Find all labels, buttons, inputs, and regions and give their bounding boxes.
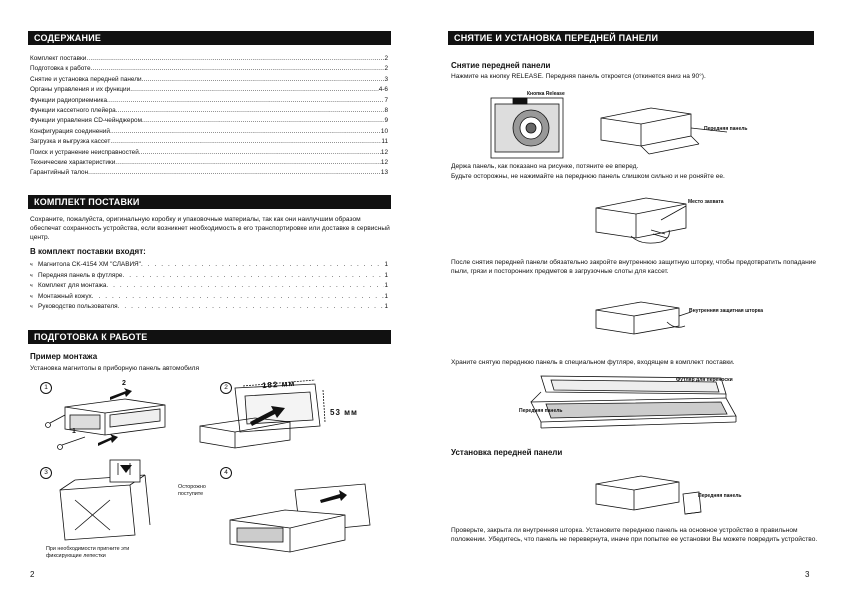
toc-page: 12 — [380, 148, 388, 156]
toc-page: 10 — [380, 127, 388, 135]
kit-item-leader — [122, 271, 384, 282]
toc-page: 11 — [381, 138, 388, 146]
kit-item-qty: 1 — [384, 303, 388, 311]
shutter-illustration — [591, 296, 701, 341]
toc-row[interactable] — [30, 64, 388, 74]
page-number-right: 3 — [805, 570, 810, 579]
remove-text: Нажмите на кнопку RELEASE. Передняя панель откроется (откинется вниз на 90°). — [451, 73, 706, 80]
kit-subtitle: В комплект поставки входят: — [30, 247, 146, 256]
kit-item — [30, 260, 388, 271]
label-front-panel: Передняя панель — [704, 126, 748, 132]
label-shutter: Внутренняя защитная шторка — [689, 308, 764, 314]
kit-item-leader — [92, 292, 385, 303]
kit-header: КОМПЛЕКТ ПОСТАВКИ — [28, 195, 391, 209]
toc-row[interactable] — [30, 137, 388, 147]
remove-title: Снятие передней панели — [451, 61, 551, 70]
toc-row[interactable] — [30, 75, 388, 85]
toc-row[interactable] — [30, 127, 388, 137]
toc-row[interactable] — [30, 96, 388, 106]
toc-title: Конфигурация соединений — [30, 127, 110, 135]
right-page — [421, 0, 842, 595]
dimension-height: 53 мм — [330, 408, 358, 417]
bullet-icon: ч — [30, 293, 33, 300]
toc-page: 2 — [384, 65, 388, 73]
label-release-button: Кнопка Release — [527, 91, 565, 97]
step-2-marker: 2 — [220, 382, 232, 394]
step-4-marker: 4 — [220, 467, 232, 479]
bullet-icon: ч — [30, 283, 33, 290]
kit-item-qty: 1 — [384, 261, 388, 268]
toc-row[interactable] — [30, 106, 388, 116]
dimension-width: 182 мм — [261, 378, 296, 391]
kit-text: Сохраните, пожалуйста, оригинальную коробку и упаковочные материалы, так как они наилучшим образом обеспечат сохранность устройства, если возникнет необходимость в его транспортировке или доставке в сервисный центр. — [30, 216, 390, 241]
toc-row[interactable] — [30, 158, 388, 168]
store-text: Храните снятую переднюю панель в специальном футляре, входящем в комплект поставки. — [451, 359, 735, 366]
toc-leader — [107, 96, 384, 106]
kit-item — [30, 302, 388, 313]
kit-item-name: Передняя панель в футляре — [38, 271, 123, 279]
mount-step-4-illustration — [225, 470, 385, 560]
toc-leader — [91, 64, 385, 74]
kit-item-qty: 1 — [384, 282, 388, 290]
toc-leader — [142, 75, 385, 85]
bullet-icon: ч — [30, 272, 33, 279]
toc-row[interactable] — [30, 116, 388, 126]
page-number-left: 2 — [30, 570, 35, 579]
step-1-arrow-label-2: 2 — [122, 380, 126, 387]
toc-page: 12 — [380, 158, 388, 166]
toc-row[interactable] — [30, 168, 388, 178]
shutter-text: После снятия передней панели обязательно закройте внутреннюю защитную шторку, чтобы предотвратить попадание пыли, грязи и посторонних предметов в загрузочные слоты для кассет. — [451, 259, 817, 275]
bullet-icon: ч — [30, 304, 33, 311]
kit-item-name: Монтажный кожух — [38, 292, 92, 300]
toc-title: Комплект поставки — [30, 55, 87, 62]
mount-step-2-illustration — [195, 378, 385, 458]
kit-item-name: Руководство пользователя — [38, 303, 118, 311]
toc-row[interactable] — [30, 85, 388, 95]
mount-step-3-illustration — [40, 455, 170, 545]
install-title: Установка передней панели — [451, 448, 563, 457]
kit-item-name: Комплект для монтажа — [38, 282, 107, 290]
careful-note: Осторожно поступите — [178, 484, 206, 497]
toc-title: Органы управления и их функции — [30, 86, 131, 94]
toc-leader — [88, 168, 381, 178]
prep-header: ПОДГОТОВКА К РАБОТЕ — [28, 330, 391, 344]
careful-text: Будьте осторожны, не нажимайте на переднюю панель слишком сильно и не роняйте ее. — [451, 173, 725, 180]
step-1-arrow-label-1: 1 — [72, 428, 76, 435]
step-1-marker: 1 — [40, 382, 52, 394]
mount-step-1-illustration — [40, 385, 210, 465]
step-3-marker: 3 — [40, 467, 52, 479]
toc-page: 4-6 — [378, 86, 388, 94]
kit-item-leader — [141, 260, 385, 271]
toc-page: 9 — [384, 117, 388, 125]
label-grip: Место захвата — [688, 199, 724, 205]
label-case: Футляр для переноски — [676, 377, 733, 383]
toc-page: 8 — [384, 106, 388, 114]
toc-leader — [110, 127, 381, 137]
toc-page: 3 — [384, 75, 388, 83]
toc-leader — [142, 116, 384, 126]
toc-leader — [86, 54, 384, 64]
kit-item-leader — [118, 302, 385, 313]
toc-title: Подготовка к работе — [30, 65, 91, 73]
toc-title: Функции радиоприемника — [30, 96, 108, 104]
toc-title: Загрузка и выгрузка кассет — [30, 138, 111, 146]
label-front-panel-3: Передняя панель — [698, 493, 742, 499]
mount-text: Установка магнитолы в приборную панель автомобиля — [30, 365, 200, 372]
toc-title: Снятие и установка передней панели — [30, 75, 142, 83]
mount-title: Пример монтажа — [30, 352, 98, 361]
toc-leader — [110, 137, 381, 147]
toc-title: Гарантийный талон — [30, 169, 89, 177]
toc-title: Функции управления CD-чейнджером — [30, 117, 142, 125]
toc-leader — [115, 158, 381, 168]
toc-header: СОДЕРЖАНИЕ — [28, 31, 391, 45]
right-header: СНЯТИЕ И УСТАНОВКА ПЕРЕДНЕЙ ПАНЕЛИ — [448, 31, 814, 45]
toc-page: 13 — [380, 169, 388, 177]
toc-title: Функции кассетного плейера — [30, 106, 116, 114]
toc-leader — [139, 148, 381, 158]
kit-item-qty: 1 — [384, 271, 388, 279]
kit-items-list — [30, 260, 388, 313]
toc-page: 2 — [384, 55, 388, 62]
toc-leader — [116, 106, 385, 116]
toc-leader — [130, 85, 379, 95]
install-text: Проверьте, закрыта ли внутренняя шторка. Установите переднюю панель на основное устройство в правильном положении. Убедитесь, что панель не перевернута, иначе при попытке ее установки Вы можете повредить устройство. — [451, 527, 818, 543]
bullet-icon: ч — [30, 262, 33, 268]
kit-item — [30, 292, 388, 303]
toc-row[interactable] — [30, 148, 388, 158]
toc-title: Технические характеристики — [30, 158, 116, 166]
kit-item — [30, 271, 388, 282]
kit-item-qty: 1 — [384, 292, 388, 300]
hold-text: Держа панель, как показано на рисунке, потяните ее вперед. — [451, 163, 639, 170]
toc-title: Поиск и устранение неисправностей — [30, 148, 139, 156]
kit-item — [30, 281, 388, 292]
kit-item-leader — [106, 281, 384, 292]
label-front-panel-2: Передняя панель — [519, 408, 563, 414]
toc-row[interactable] — [30, 54, 388, 64]
table-of-contents — [30, 54, 388, 179]
kit-item-name: Магнитола CK-4154 ХМ "СЛАВИЯ" — [38, 261, 141, 268]
release-illustration — [491, 90, 741, 160]
bend-note: При необходимости пригните эти фиксирующие лепестки — [46, 546, 130, 559]
toc-page: 7 — [384, 96, 388, 104]
